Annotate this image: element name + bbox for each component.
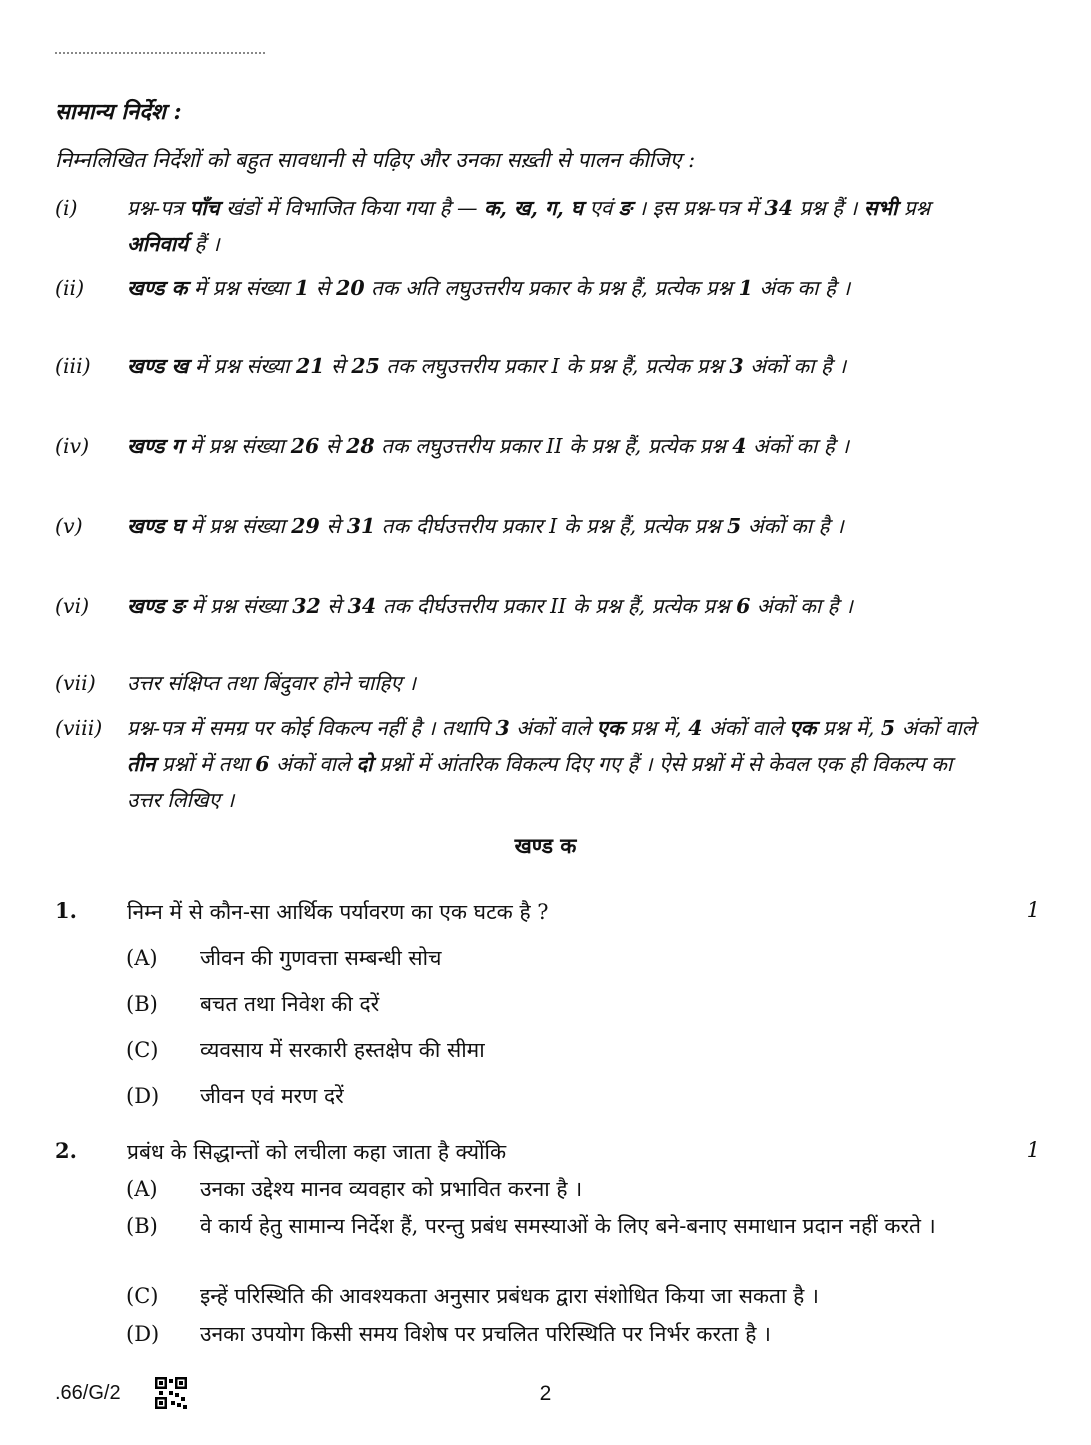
option-text: बचत तथा निवेश की दरें: [200, 992, 380, 1016]
answer-option: [126, 1080, 986, 1112]
instructions-intro: निम्नलिखित निर्देशों को बहुत सावधानी से पढ़िए और उनका सख़्ती से पालन कीजिए :: [55, 148, 696, 172]
instruction-number: (ii): [55, 276, 85, 300]
answer-option: [126, 988, 986, 1020]
instruction-number: (iv): [55, 434, 90, 458]
option-text: जीवन एवं मरण दरें: [200, 1084, 344, 1108]
answer-option: [126, 1318, 986, 1350]
instruction-number: (vii): [55, 671, 96, 695]
option-text: जीवन की गुणवत्ता सम्बन्धी सोच: [200, 946, 442, 970]
instruction-text: खण्ड ख में प्रश्न संख्या 21 से 25 तक लघुउत्तरीय प्रकार I के प्रश्न हैं, प्रत्येक प्रश्न 3 अंकों का है ।: [127, 354, 847, 378]
answer-option: [126, 1210, 986, 1242]
instruction-text: खण्ड क में प्रश्न संख्या 1 से 20 तक अति लघुउत्तरीय प्रकार के प्रश्न हैं, प्रत्येक प्रश्न 1 अंक का है ।: [127, 276, 851, 300]
option-label: (C): [126, 1038, 159, 1062]
instruction-text: खण्ड ग में प्रश्न संख्या 26 से 28 तक लघुउत्तरीय प्रकार II के प्रश्न हैं, प्रत्येक प्रश्न 4 अंकों का है ।: [127, 434, 850, 458]
page-number: 2: [539, 1382, 552, 1405]
question-marks: 1: [1026, 1138, 1040, 1162]
option-label: (A): [126, 1177, 158, 1201]
option-label: (B): [126, 1214, 158, 1238]
section-title: खण्ड क: [514, 833, 577, 858]
instruction-item: [55, 270, 985, 306]
instruction-item: [55, 588, 985, 624]
instruction-item: [55, 508, 985, 544]
instruction-text: प्रश्न-पत्र में समग्र पर कोई विकल्प नहीं है । तथापि 3 अंकों वाले एक प्रश्न में, 4 अंकों वाले एक प्रश्न में, 5 अंकों वाले तीन प्रश्नों में तथा 6 अंकों वाले दो प्रश्नों में आंतरिक विकल्प दिए गए हैं । ऐसे प्रश्नों में से केवल एक ही विकल्प का उत्तर लिखिए ।: [127, 716, 976, 812]
question-number: 1.: [55, 898, 77, 923]
instruction-text: खण्ड ङ में प्रश्न संख्या 32 से 34 तक दीर्घउत्तरीय प्रकार II के प्रश्न हैं, प्रत्येक प्रश्न 6 अंकों का है ।: [127, 594, 853, 618]
question-text: निम्न में से कौन-सा आर्थिक पर्यावरण का एक घटक है ?: [127, 900, 549, 924]
answer-option: [126, 1034, 986, 1066]
instruction-number: (i): [55, 196, 78, 220]
instruction-item: [55, 665, 985, 701]
instruction-number: (viii): [55, 716, 103, 740]
instruction-item: [55, 428, 985, 464]
option-text: इन्हें परिस्थिति की आवश्यकता अनुसार प्रबंधक द्वारा संशोधित किया जा सकता है ।: [200, 1284, 819, 1308]
general-instructions-heading: सामान्य निर्देश :: [55, 99, 182, 125]
question-item: [55, 1138, 1040, 1166]
instruction-number: (v): [55, 514, 83, 538]
question-marks: 1: [1026, 898, 1040, 922]
instruction-item: [55, 710, 985, 818]
instruction-text: खण्ड घ में प्रश्न संख्या 29 से 31 तक दीर्घउत्तरीय प्रकार I के प्रश्न हैं, प्रत्येक प्रश्न 5 अंकों का है ।: [127, 514, 844, 538]
option-label: (C): [126, 1284, 159, 1308]
option-label: (D): [126, 1084, 160, 1108]
instruction-item: [55, 190, 985, 262]
question-number: 2.: [55, 1138, 77, 1163]
question-item: [55, 898, 1040, 926]
answer-option: [126, 1280, 986, 1312]
option-text: उनका उपयोग किसी समय विशेष पर प्रचलित परिस्थिति पर निर्भर करता है ।: [200, 1322, 771, 1346]
option-text: व्यवसाय में सरकारी हस्तक्षेप की सीमा: [200, 1038, 485, 1062]
paper-code: .66/G/2: [55, 1382, 121, 1404]
option-text: वे कार्य हेतु सामान्य निर्देश हैं, परन्तु प्रबंध समस्याओं के लिए बने-बनाए समाधान प्रदान नहीं करते ।: [200, 1214, 936, 1238]
answer-option: [126, 942, 986, 974]
option-text: उनका उद्देश्य मानव व्यवहार को प्रभावित करना है ।: [200, 1177, 583, 1201]
option-label: (A): [126, 946, 158, 970]
instruction-number: (iii): [55, 354, 91, 378]
answer-option: [126, 1173, 986, 1205]
instruction-item: [55, 348, 985, 384]
header-microtext-line: [55, 52, 265, 54]
instruction-text: उत्तर संक्षिप्त तथा बिंदुवार होने चाहिए ।: [127, 671, 417, 695]
option-label: (D): [126, 1322, 160, 1346]
question-text: प्रबंध के सिद्धान्तों को लचीला कहा जाता है क्योंकि: [127, 1140, 507, 1164]
instruction-number: (vi): [55, 594, 90, 618]
instruction-text: प्रश्न-पत्र पाँच खंडों में विभाजित किया गया है — क, ख, ग, घ एवं ङ । इस प्रश्न-पत्र में 34 प्रश्न हैं । सभी प्रश्न अनिवार्य हैं ।: [127, 196, 931, 256]
option-label: (B): [126, 992, 158, 1016]
